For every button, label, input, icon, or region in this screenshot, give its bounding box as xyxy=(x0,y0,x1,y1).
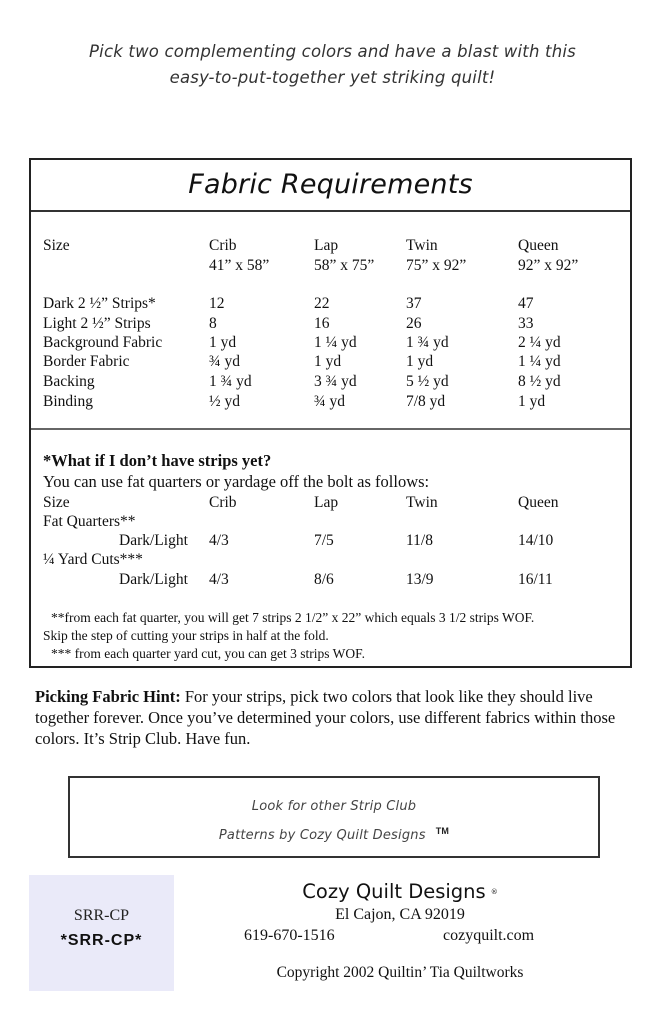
sku-panel xyxy=(29,875,174,991)
promo-line-1: Look for other Strip Club xyxy=(251,799,417,814)
fabric-requirements-title: Fabric Requirements xyxy=(31,160,630,212)
row-label: Dark/Light xyxy=(119,532,188,549)
row-label: Background Fabric xyxy=(43,334,163,351)
row-label: Backing xyxy=(43,373,95,390)
promo-line-2 xyxy=(70,819,598,848)
cell-lap: 16 xyxy=(314,315,330,332)
fabric-requirements-box xyxy=(29,158,632,668)
cell-lap: 1 yd xyxy=(314,353,342,370)
intro-text xyxy=(0,39,665,91)
footnote-fat-quarter: **from each fat quarter, you will get 7 strips 2 1/2” x 22” which equals 3 1/2 strips WOF. xyxy=(51,610,535,625)
alt-size-header: Size xyxy=(43,494,70,511)
cell-crib: 4/3 xyxy=(209,571,229,588)
size-queen: Queen xyxy=(518,237,559,254)
size-header: Size xyxy=(43,237,70,254)
company-address: El Cajon, CA 92019 xyxy=(335,906,465,923)
cell-twin: 1 yd xyxy=(406,353,434,370)
cell-crib: 1 yd xyxy=(209,334,237,351)
company-website: cozyquilt.com xyxy=(443,927,535,944)
cell-lap: ¾ yd xyxy=(314,393,345,410)
cell-twin: 1 ¾ yd xyxy=(406,334,449,351)
promo-box xyxy=(68,776,600,858)
cell-twin: 11/8 xyxy=(406,532,433,549)
dims-lap: 58” x 75” xyxy=(314,257,375,274)
cell-twin: 7/8 yd xyxy=(406,393,446,410)
quarter-yard-cuts-label: ¼ Yard Cuts*** xyxy=(43,551,143,568)
cell-crib: ½ yd xyxy=(209,393,240,410)
cell-queen: 33 xyxy=(518,315,534,332)
cell-queen: 16/11 xyxy=(518,571,553,588)
company-name-text: Cozy Quilt Designs xyxy=(302,880,486,903)
cell-crib: 12 xyxy=(209,295,225,312)
cell-queen: 2 ¼ yd xyxy=(518,334,561,351)
barcode: *SRR-CP* xyxy=(60,932,143,949)
cell-lap: 1 ¼ yd xyxy=(314,334,357,351)
row-label: Dark 2 ½” Strips* xyxy=(43,295,156,312)
cell-crib: 4/3 xyxy=(209,532,229,549)
alternatives-subheading: You can use fat quarters or yardage off the bolt as follows: xyxy=(43,472,430,491)
cell-twin: 5 ½ yd xyxy=(406,373,449,390)
intro-line-1: Pick two complementing colors and have a blast with this xyxy=(89,42,576,61)
company-phone: 619-670-1516 xyxy=(244,927,335,944)
cell-twin: 37 xyxy=(406,295,422,312)
size-twin: Twin xyxy=(406,237,438,254)
cell-twin: 13/9 xyxy=(406,571,434,588)
fat-quarters-label: Fat Quarters** xyxy=(43,513,136,530)
dims-twin: 75” x 92” xyxy=(406,257,467,274)
row-label: Dark/Light xyxy=(119,571,188,588)
copyright-notice: Copyright 2002 Quiltin’ Tia Quiltworks xyxy=(276,964,524,981)
size-crib: Crib xyxy=(209,237,237,254)
hint-text: For your strips, pick two colors that look like they should live together forever. Once you’ve determined your colors, use different fabrics within those colors. It’s Strip Club. Have fun. xyxy=(35,687,616,748)
cell-crib: 8 xyxy=(209,315,217,332)
cell-lap: 22 xyxy=(314,295,330,312)
dims-queen: 92” x 92” xyxy=(518,257,579,274)
cell-lap: 3 ¾ yd xyxy=(314,373,357,390)
cell-queen: 1 yd xyxy=(518,393,546,410)
alt-col-crib: Crib xyxy=(209,494,237,511)
footnote-quarter-yard: *** from each quarter yard cut, you can get 3 strips WOF. xyxy=(51,646,365,661)
cell-twin: 26 xyxy=(406,315,422,332)
row-label: Border Fabric xyxy=(43,353,130,370)
size-lap: Lap xyxy=(314,237,339,254)
company-name xyxy=(230,880,570,903)
alternatives-heading: *What if I don’t have strips yet? xyxy=(43,451,272,470)
hint-label: Picking Fabric Hint: xyxy=(35,687,181,706)
sku-code: SRR-CP xyxy=(73,907,130,924)
intro-line-2: easy-to-put-together yet striking quilt! xyxy=(169,68,496,87)
requirements-table xyxy=(31,212,630,430)
cell-queen: 1 ¼ yd xyxy=(518,353,561,370)
cell-lap: 7/5 xyxy=(314,532,334,549)
registered-symbol: ® xyxy=(490,888,498,896)
alt-col-queen: Queen xyxy=(518,494,559,511)
alternatives-section xyxy=(31,430,630,666)
cell-queen: 47 xyxy=(518,295,534,312)
row-label: Light 2 ½” Strips xyxy=(43,315,151,332)
alt-col-twin: Twin xyxy=(406,494,438,511)
promo-line-2-text: Patterns by Cozy Quilt Designs xyxy=(218,828,426,843)
cell-queen: 8 ½ yd xyxy=(518,373,561,390)
cell-crib: ¾ yd xyxy=(209,353,240,370)
picking-fabric-hint xyxy=(35,686,635,749)
cell-lap: 8/6 xyxy=(314,571,334,588)
cell-queen: 14/10 xyxy=(518,532,554,549)
dims-crib: 41” x 58” xyxy=(209,257,270,274)
footnote-skip-step: Skip the step of cutting your strips in half at the fold. xyxy=(43,628,329,643)
row-label: Binding xyxy=(43,393,93,410)
trademark-symbol: TM xyxy=(435,826,450,836)
cell-crib: 1 ¾ yd xyxy=(209,373,252,390)
alt-col-lap: Lap xyxy=(314,494,339,511)
